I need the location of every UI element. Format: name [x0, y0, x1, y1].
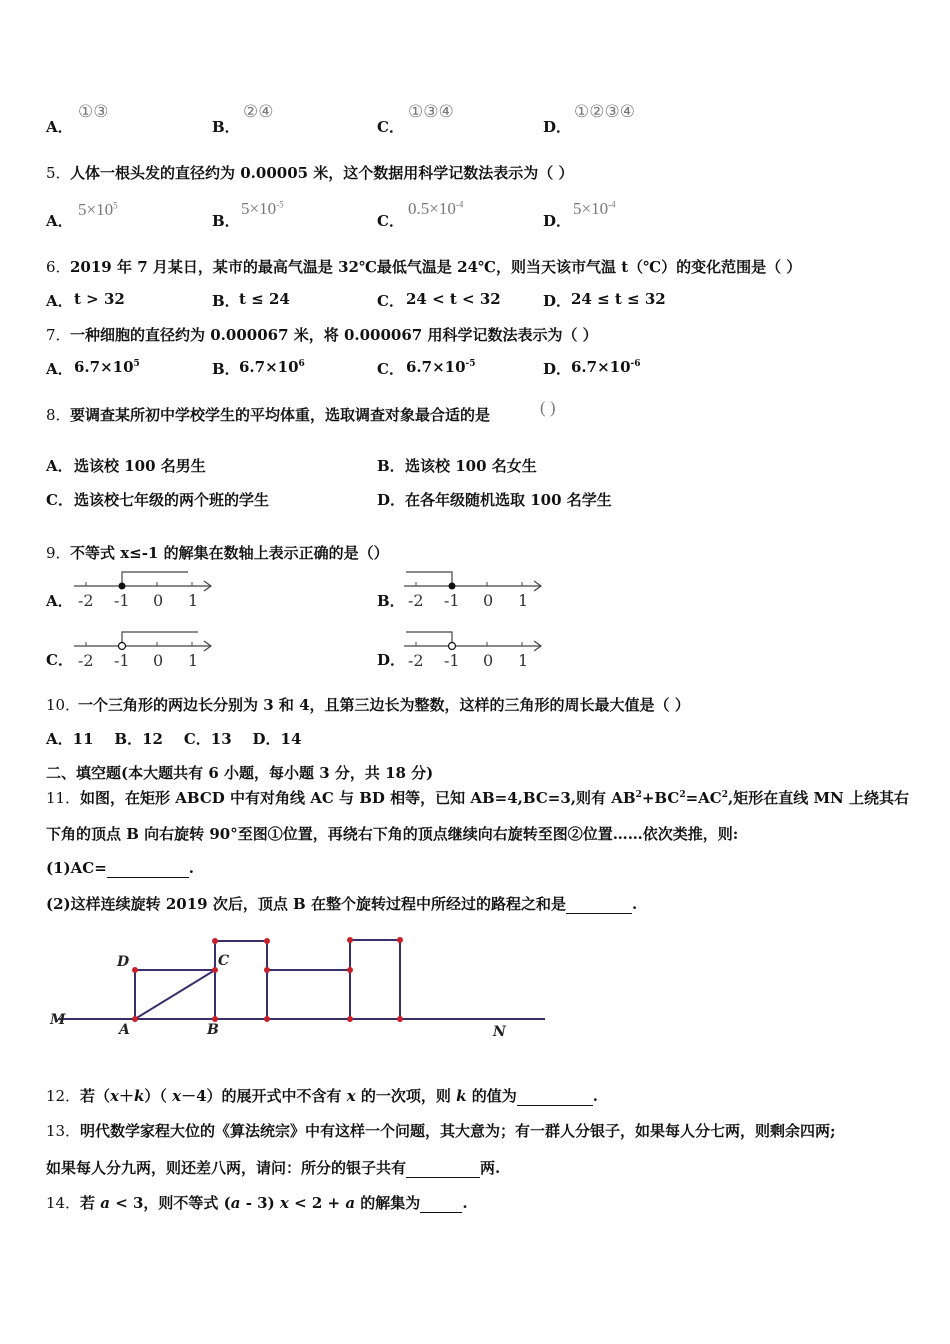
q7-option-b-value: $6.7\times 10^6$	[239, 358, 305, 376]
q13-blank[interactable]	[406, 1159, 480, 1178]
q9-option-b-letter: B．	[377, 592, 405, 610]
tick-label: 0	[483, 651, 494, 670]
q5-option-d-value: $5\times 10^{-4}$	[573, 199, 616, 218]
q11-number: 11．	[46, 789, 81, 807]
q5-text: 人体一根头发的直径约为 0.00005 米，这个数据用科学记数法表示为（ ）	[70, 164, 574, 182]
q9-number: 9．	[46, 544, 71, 562]
q12-blank[interactable]	[517, 1087, 593, 1106]
q9-option-c-letter: C．	[46, 651, 73, 669]
q6-number: 6．	[46, 258, 71, 276]
q8-option-c-letter: C．	[46, 491, 73, 509]
q8-option-b-letter: B．	[377, 457, 405, 475]
q8-option-b-value: 选该校 100 名女生	[405, 457, 537, 475]
q8-option-a-value: 选该校 100 名男生	[74, 457, 206, 475]
q5-option-a-value: $5\times 10^5$	[78, 200, 118, 219]
q4-option-b-value: ②④	[243, 102, 274, 121]
q11-rotation-figure	[40, 928, 560, 1046]
q8-option-c-value: 选该校七年级的两个班的学生	[74, 491, 270, 509]
q7-option-a-value: $6.7\times 10^5$	[74, 358, 140, 376]
q6-option-d-letter: D．	[543, 292, 572, 310]
q14-blank[interactable]	[420, 1194, 462, 1213]
label-d: D	[117, 954, 130, 970]
tick-label: 0	[483, 591, 494, 610]
q14-text: 若 a < 3，则不等式 (a - 3) x < 2 + a 的解集为 .	[80, 1194, 468, 1212]
tick-label: 1	[518, 591, 529, 610]
tick-label: -1	[444, 651, 460, 670]
q8-option-a-letter: A．	[46, 457, 73, 475]
tick-label: -2	[78, 651, 94, 670]
q5-option-d-letter: D．	[543, 212, 572, 230]
q8-option-d-value: 在各年级随机选取 100 名学生	[405, 491, 612, 509]
q5-option-c-value: $0.5\times 10^{-4}$	[408, 199, 464, 218]
q8-text: 要调查某所初中学校学生的平均体重，选取调查对象最合适的是	[70, 406, 491, 424]
label-b: B	[207, 1022, 219, 1038]
q5-option-b-value: $5\times 10^{-5}$	[241, 199, 284, 218]
q7-option-d-value: $6.7\times 10^{-6}$	[571, 358, 641, 376]
label-a: A	[119, 1022, 130, 1038]
label-n: N	[493, 1024, 506, 1040]
tick-label: 1	[188, 651, 199, 670]
q4-option-a-letter: A．	[46, 118, 73, 136]
q11-line2: 下角的顶点 B 向右旋转 90°至图①位置，再绕右下角的顶点继续向右旋转至图②位置……依次类推，则:	[46, 825, 739, 843]
q6-option-a-letter: A．	[46, 292, 73, 310]
tick-label: 1	[518, 651, 529, 670]
q10-text: 一个三角形的两边长分别为 3 和 4，且第三边长为整数，这样的三角形的周长最大值是（ ）	[78, 696, 690, 714]
q11-part2: (2)这样连续旋转 2019 次后，顶点 B 在整个旋转过程中所经过的路程之和是 .	[46, 895, 638, 913]
q6-text: 2019 年 7 月某日，某市的最高气温是 32℃最低气温是 24℃，则当天该市气温 t（℃）的变化范围是（ ）	[70, 258, 802, 276]
q7-option-a-letter: A．	[46, 360, 73, 378]
q9-text: 不等式 x≤-1 的解集在数轴上表示正确的是（）	[70, 544, 389, 562]
tick-label: 1	[188, 591, 199, 610]
label-c: C	[218, 953, 230, 969]
q4-option-a-value: ①③	[78, 102, 109, 121]
q12-text: 若（x＋k）（ x－4）的展开式中不含有 x 的一次项，则 k 的值为 .	[80, 1087, 599, 1105]
q5-option-b-letter: B．	[212, 212, 240, 230]
q5-option-a-letter: A．	[46, 212, 73, 230]
label-m: M	[50, 1012, 66, 1028]
q4-option-d-value: ①②③④	[574, 102, 635, 121]
q6-option-d-value: 24 ≤ t ≤ 32	[571, 290, 666, 308]
q13-line1: 明代数学家程大位的《算法统宗》中有这样一个问题，其大意为；有一群人分银子，如果每人分七两，则剩余四两;	[80, 1122, 836, 1140]
q4-option-b-letter: B．	[212, 118, 240, 136]
q11-part1: (1)AC= .	[46, 859, 195, 877]
q13-line2: 如果每人分九两，则还差八两，请问：所分的银子共有 两.	[46, 1159, 501, 1177]
q7-option-c-value: $6.7\times 10^{-5}$	[406, 358, 476, 376]
tick-label: -1	[444, 591, 460, 610]
q6-option-b-letter: B．	[212, 292, 240, 310]
q9-number-line-c	[70, 628, 220, 672]
q8-number: 8．	[46, 406, 71, 424]
q7-option-d-letter: D．	[543, 360, 572, 378]
q4-option-c-letter: C．	[377, 118, 404, 136]
q9-option-a-letter: A．	[46, 592, 73, 610]
q9-number-line-b	[400, 568, 550, 612]
q9-number-line-a	[70, 568, 220, 612]
q13-number: 13．	[46, 1122, 81, 1140]
q9-number-line-d	[400, 628, 550, 672]
q6-option-c-value: 24 < t < 32	[406, 290, 501, 308]
tick-label: -2	[408, 591, 424, 610]
q7-option-b-letter: B．	[212, 360, 240, 378]
q11-line1: 如图，在矩形 ABCD 中有对角线 AC 与 BD 相等，已知 AB=4,BC=3,则有 $AB^2+BC^2=AC^2$,矩形在直线 MN 上绕其右	[80, 789, 909, 807]
q11-blank-1[interactable]	[107, 859, 189, 878]
q11-blank-2[interactable]	[566, 895, 632, 914]
tick-label: -2	[408, 651, 424, 670]
q6-option-c-letter: C．	[377, 292, 404, 310]
tick-label: 0	[153, 591, 164, 610]
tick-label: -1	[114, 651, 130, 670]
tick-label: 0	[153, 651, 164, 670]
q9-option-d-letter: D．	[377, 651, 406, 669]
q5-option-c-letter: C．	[377, 212, 404, 230]
q4-option-d-letter: D．	[543, 118, 572, 136]
q6-option-b-value: t ≤ 24	[239, 290, 290, 308]
q12-number: 12．	[46, 1087, 81, 1105]
q14-number: 14．	[46, 1194, 81, 1212]
q5-number: 5．	[46, 164, 71, 182]
section-heading: 二、填空题(本大题共有 6 小题，每小题 3 分，共 18 分)	[46, 764, 434, 782]
q10-number: 10．	[46, 696, 81, 714]
q8-option-d-letter: D．	[377, 491, 406, 509]
q10-options: A．11 B．12 C．13 D．14	[46, 730, 302, 748]
q4-option-c-value: ①③④	[408, 102, 454, 121]
q7-text: 一种细胞的直径约为 0.000067 米，将 0.000067 用科学记数法表示为（ ）	[70, 326, 598, 344]
q8-paren: ( )	[540, 398, 556, 417]
tick-label: -2	[78, 591, 94, 610]
q7-option-c-letter: C．	[377, 360, 404, 378]
tick-label: -1	[114, 591, 130, 610]
q6-option-a-value: t > 32	[74, 290, 125, 308]
q7-number: 7．	[46, 326, 71, 344]
